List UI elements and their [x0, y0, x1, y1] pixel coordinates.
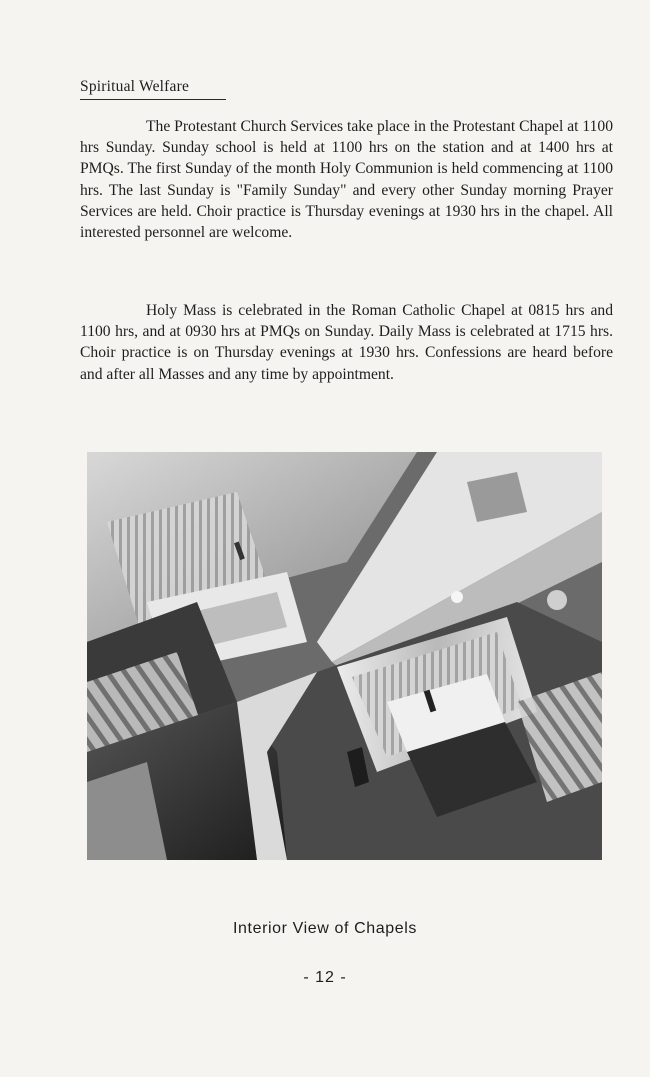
chapel-interior-photo	[87, 452, 602, 860]
paragraph-catholic-mass: Holy Mass is celebrated in the Roman Catholic Chapel at 0815 hrs and 1100 hrs, and at 0930 hrs at PMQs on Sunday. Daily Mass is celebrated at 1715 hrs. Choir practice is on Thursday evenings at 1930 hrs. Confessions are heard before and after all Masses and any time by appointment.	[80, 302, 613, 383]
section-heading: Spiritual Welfare	[80, 78, 226, 100]
paragraph-protestant-services: The Protestant Church Services take place in the Protestant Chapel at 1100 hrs Sunday. Sunday school is held at 1100 hrs on the station and at 1400 hrs at PMQs. The first Sunday of the month Holy Communion is held commencing at 1100 hrs. The last Sunday is "Family Sunday" and every other Sunday morning Prayer Services are held. Choir practice is Thursday evenings at 1930 hrs in the chapel. All interested personnel are welcome.	[80, 118, 613, 242]
page-number: - 12 -	[303, 969, 347, 986]
chapel-photo-illustration	[87, 452, 602, 860]
photo-caption: Interior View of Chapels	[233, 920, 417, 937]
